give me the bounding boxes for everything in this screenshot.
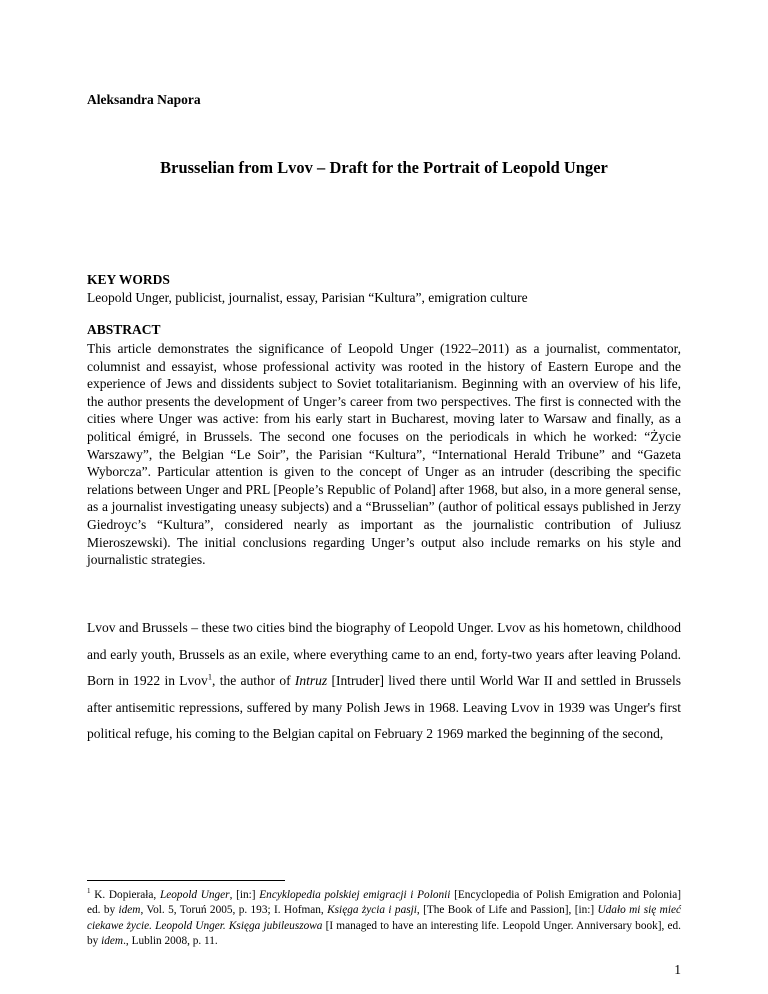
book-title-intruz: Intruz: [294, 673, 328, 689]
footnote-number: 1: [87, 887, 91, 896]
footnote-text: K. Dopierała,: [90, 889, 160, 901]
body-text-part: Lvov and Brussels – these two cities bind the biography of Leopold Unger. Lvov as his hometown, childhood and early youth, Brussels as an exile, where everything came to an end, forty-two years after leaving Poland. Born in 1922 in Lvov: [87, 620, 681, 689]
footnote-text: [Encyclopedia of Polish Emigration and Polonia] ed. by: [87, 889, 681, 917]
footnote-italic: Udało mi się mieć ciekawe życie. Leopold Unger. Księga jubileuszowa: [87, 904, 681, 932]
body-paragraph: [87, 615, 681, 748]
footnote-italic: idem: [118, 904, 141, 917]
footnote-italic: idem: [101, 935, 124, 948]
body-text-part: , the author of: [212, 673, 295, 689]
footnote-separator: [87, 880, 285, 881]
footnote-text: , [The Book of Life and Passion], [in:]: [416, 904, 598, 917]
footnote-text: , Vol. 5, Toruń 2005, p. 193; I. Hofman,: [140, 904, 328, 917]
footnote-text: ., Lublin 2008, p. 11.: [123, 935, 218, 948]
page-number: 1: [674, 962, 681, 977]
body-text-part: [Intruder] lived there until World War II and settled in Brussels after antisemitic repressions, suffered by many Polish Jews in 1968. Leaving Lvov in 1939 was Unger's first political refuge, his coming to the Belgian capital on February 2 1969 marked the beginning of the second,: [87, 673, 681, 742]
abstract-text: This article demonstrates the significance of Leopold Unger (1922–2011) as a journalist, commentator, columnist and essayist, whose professional activity was rooted in the history of Eastern Europe and the experience of Jews and dissidents subject to Soviet totalitarianism. Beginning with an overview of his life, the author presents the development of Unger’s career from two perspectives. The first is connected with the cities where Unger was active: from his early start in Bucharest, moving later to Warsaw and finally, as a political émigré, in Brussels. The second one focuses on the periodicals in which he worked: “Życie Warszawy”, the Belgian “Le Soir”, the Parisian “Kultura”, “International Herald Tribune” and “Gazeta Wyborcza”. Particular attention is given to the concept of Unger as an intruder (describing the specific relations between Unger and PRL [People’s Republic of Poland] after 1968, but also, in a more general sense, as a journalist investigating uneasy subjects) and a “Brusselian” (author of political essays published in Jerzy Giedroyc’s “Kultura”, considered nearly as important as the journalistic contribution of Juliusz Mieroszewski). The initial conclusions regarding Unger’s output also include remarks on his style and journalistic strategies.: [87, 341, 681, 568]
abstract-heading: ABSTRACT: [87, 322, 161, 337]
footnote-text: , [in:]: [229, 889, 260, 901]
footnote: [87, 888, 681, 950]
footnote-italic: Encyklopedia polskiej emigracji i Polonii: [259, 889, 451, 901]
footnote-text: [I managed to have an interesting life. Leopold Unger. Anniversary book], ed. by: [87, 919, 682, 948]
keywords-heading: KEY WORDS: [87, 272, 170, 287]
footnote-reference: 1: [207, 672, 212, 682]
footnote-italic: Księga życia i pasji: [327, 904, 417, 917]
article-title: Brusselian from Lvov – Draft for the Portrait of Leopold Unger: [160, 158, 608, 177]
author-name: Aleksandra Napora: [87, 92, 201, 107]
keywords-text: Leopold Unger, publicist, journalist, essay, Parisian “Kultura”, emigration culture: [87, 290, 528, 305]
footnote-italic: Leopold Unger: [159, 889, 230, 901]
